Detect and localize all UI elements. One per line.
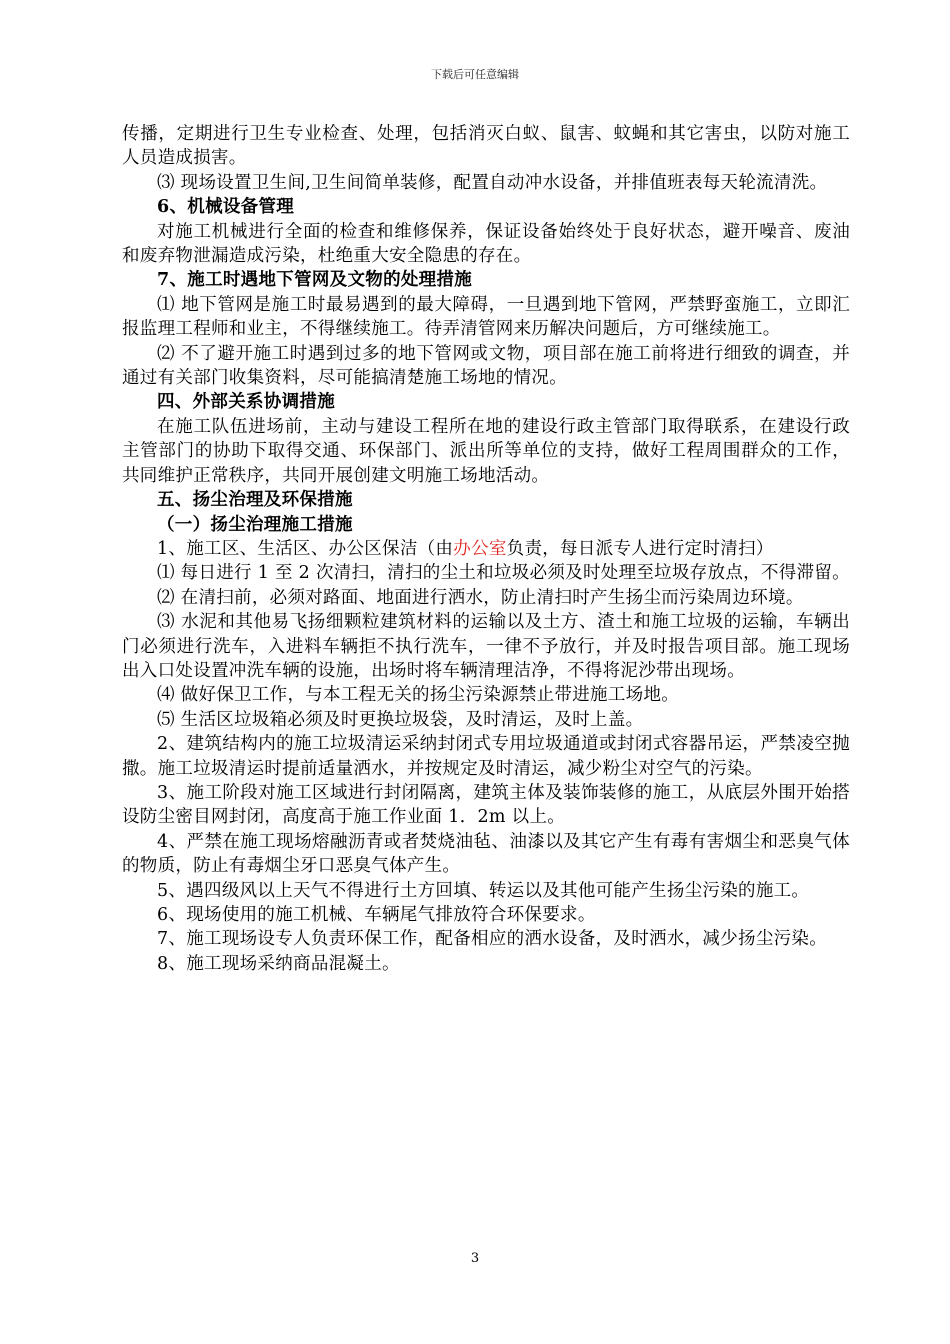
paragraph-text: 1、施工区、生活区、办公区保洁（由 — [157, 538, 454, 559]
paragraph: 传播，定期进行卫生专业检查、处理，包括消灭白蚁、鼠害、蚊蝇和其它害虫，以防对施工人员造成损害。 — [122, 124, 850, 169]
page-number: 3 — [470, 1251, 480, 1266]
paragraph: 2、建筑结构内的施工垃圾清运采纳封闭式专用垃圾通道或封闭式容器吊运，严禁凌空抛撒。施工垃圾清运时提前适量洒水，并按规定及时清运，减少粉尘对空气的污染。 — [122, 734, 850, 779]
document-body — [122, 122, 850, 976]
highlighted-text: 办公室 — [453, 538, 507, 559]
paragraph: ⑵ 不了避开施工时遇到过多的地下管网或文物，项目部在施工前将进行细致的调查，并通过有关部门收集资料，尽可能搞清楚施工场地的情况。 — [122, 343, 850, 389]
paragraph: 3、施工阶段对施工区域进行封闭隔离，建筑主体及装饰装修的施工，从底层外围开始搭设防尘密目网封闭，高度高于施工作业面 1．2m 以上。 — [122, 782, 850, 828]
paragraph: 对施工机械进行全面的检查和维修保养，保证设备始终处于良好状态，避开噪音、废油和废弃物泄漏造成污染，杜绝重大安全隐患的存在。 — [122, 221, 850, 267]
paragraph: 在施工队伍进场前，主动与建设工程所在地的建设行政主管部门取得联系，在建设行政主管部门的协助下取得交通、环保部门、派出所等单位的支持，做好工程周围群众的工作，共同维护正常秩序，共同开展创建文明施工场地活动。 — [122, 416, 850, 486]
section-heading: 6、机械设备管理 — [157, 197, 295, 218]
section-heading: 四、外部关系协调措施 — [157, 392, 335, 413]
paragraph: 5、遇四级风以上天气不得进行土方回填、转运以及其他可能产生扬尘污染的施工。 — [157, 880, 810, 901]
section-heading: 7、施工时遇地下管网及文物的处理措施 — [157, 270, 473, 291]
paragraph: ⑷ 做好保卫工作，与本工程无关的扬尘污染源禁止带进施工场地。 — [157, 685, 680, 706]
paragraph: 6、现场使用的施工机械、车辆尾气排放符合环保要求。 — [157, 905, 596, 925]
paragraph: ⑸ 生活区垃圾箱必须及时更换垃圾袋，及时清运，及时上盖。 — [157, 709, 644, 730]
paragraph — [122, 537, 850, 561]
paragraph: 7、施工现场设专人负责环保工作，配备相应的洒水设备，及时洒水，减少扬尘污染。 — [157, 929, 828, 950]
page-header: 下载后可任意编辑 — [431, 68, 519, 81]
paragraph: ⑶ 现场设置卫生间,卫生间简单装修，配置自动冲水设备，并排值班表每天轮流清洗。 — [157, 172, 828, 193]
paragraph: 8、施工现场采纳商品混凝土。 — [157, 953, 400, 974]
section-heading: （一）扬尘治理施工措施 — [157, 514, 353, 535]
paragraph-text: 负责，每日派专人进行定时清扫） — [506, 538, 774, 559]
paragraph: ⑴ 地下管网是施工时最易遇到的最大障碍，一旦遇到地下管网，严禁野蛮施工，立即汇报监理工程师和业主，不得继续施工。待弄清管网来历解决问题后，方可继续施工。 — [122, 294, 850, 340]
paragraph: ⑵ 在清扫前，必须对路面、地面进行洒水，防止清扫时产生扬尘而污染周边环境。 — [157, 587, 804, 608]
paragraph: ⑴ 每日进行 1 至 2 次清扫，清扫的尘土和垃圾必须及时处理至垃圾存放点，不得滞留。 — [157, 563, 850, 584]
section-heading: 五、扬尘治理及环保措施 — [157, 490, 353, 511]
paragraph: 4、严禁在施工现场熔融沥青或者焚烧油毡、油漆以及其它产生有毒有害烟尘和恶臭气体的物质，防止有毒烟尘牙口恶臭气体产生。 — [122, 831, 850, 877]
paragraph: ⑶ 水泥和其他易飞扬细颗粒建筑材料的运输以及土方、渣土和施工垃圾的运输，车辆出门必须进行洗车，入进料车辆拒不执行洗车，一律不予放行，并及时报告项目部。施工现场出入口处设置冲洗车辆的设施，出场时将车辆清理洁净，不得将泥沙带出现场。 — [122, 612, 850, 681]
